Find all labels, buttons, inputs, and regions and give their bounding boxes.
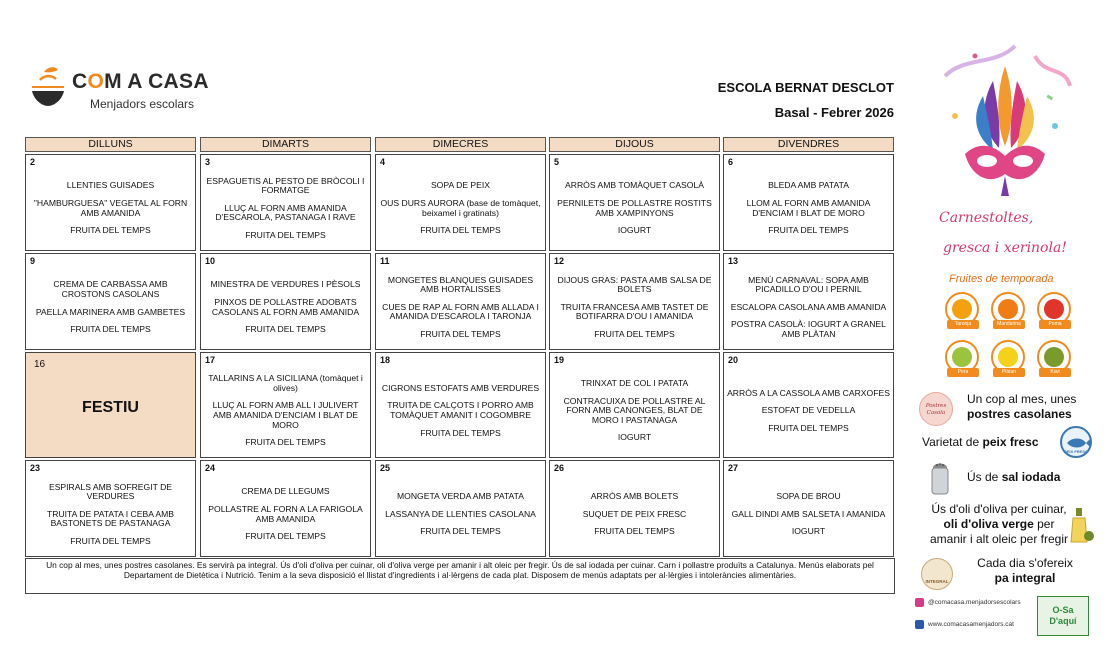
- day-cell: [549, 352, 720, 458]
- day-number: 16: [34, 359, 46, 370]
- fruit-label: Taronja: [947, 320, 979, 329]
- dish: TRUITA FRANCESA AMB TASTET DE BOTIFARRA D'OU I AMANIDA: [560, 301, 709, 322]
- dish: LLUÇ AL FORN AMB ALL I JULIVERT AMB AMANIDA D'ENCIAM I BLAT DE MORO: [212, 400, 359, 430]
- dish: CUES DE RAP AL FORN AMB ALLADA I AMANIDA D'ESCAROLA I TARONJA: [382, 301, 539, 322]
- day-number: 4: [380, 157, 386, 167]
- fresh-fish-bold: peix fresc: [982, 435, 1039, 449]
- dish-list: [29, 171, 192, 246]
- instagram-link[interactable]: [915, 598, 1021, 607]
- day-number: 25: [380, 463, 391, 473]
- olive-oil-text: [919, 502, 1079, 547]
- dish: MONGETA VERDA AMB PATATA: [396, 491, 524, 502]
- day-cell: [549, 460, 720, 557]
- dish: ARRÒS A LA CASSOLA AMB CARXOFES: [727, 387, 890, 398]
- fruit-label: Kiwi: [1039, 368, 1071, 377]
- dish: FRUITA DEL TEMPS: [70, 535, 151, 546]
- instagram-handle: @comacasa.menjadorsescolars: [928, 599, 1021, 607]
- day-cell: [723, 154, 894, 251]
- day-number: 23: [30, 463, 41, 473]
- dish: "HAMBURGUESA" VEGETAL AL FORN AMB AMANIDA: [33, 197, 188, 218]
- fruit-shape: [998, 347, 1018, 367]
- side-panel: [905, 30, 1115, 650]
- day-number: 6: [728, 157, 734, 167]
- dish: MONGETES BLANQUES GUISADES AMB HORTALISSES: [387, 274, 534, 295]
- day-number: 19: [554, 355, 565, 365]
- dish: FRUITA DEL TEMPS: [245, 229, 326, 240]
- dish: ESPIRALS AMB SOFREGIT DE VERDURES: [48, 481, 173, 502]
- fish-icon: [1064, 436, 1092, 450]
- dish-list: [553, 477, 716, 552]
- dish: ESPAGUETIS AL PESTO DE BRÒCOLI I FORMATGE: [206, 175, 365, 196]
- dish: FRUITA DEL TEMPS: [420, 328, 501, 339]
- day-number: 20: [728, 355, 739, 365]
- day-number: 18: [380, 355, 391, 365]
- dish-list: [29, 477, 192, 552]
- fresh-fish-badge-label: PEIX FRESC: [1064, 449, 1088, 454]
- fresh-fish-badge-icon: [1060, 426, 1092, 458]
- day-cell: [723, 460, 894, 557]
- fruit-shape: [952, 299, 972, 319]
- olive-oil-line1: Ús d'oli d'oliva per cuinar,: [931, 502, 1067, 516]
- homemade-dessert-badge-icon: [919, 392, 953, 426]
- dish: FRUITA DEL TEMPS: [245, 324, 326, 335]
- day-header-3: DIJOUS: [549, 137, 720, 152]
- homemade-dessert-text: [967, 392, 1076, 422]
- dish-list: [727, 369, 890, 453]
- dish: PERNILETS DE POLLASTRE ROSTITS AMB XAMPINYONS: [557, 197, 712, 218]
- day-cell: [375, 460, 546, 557]
- dish: FRUITA DEL TEMPS: [245, 531, 326, 542]
- dish: PAELLA MARINERA AMB GAMBETES: [35, 306, 186, 317]
- olive-oil-line2-bold: oli d'oliva verge: [943, 517, 1034, 531]
- day-cell: [200, 460, 371, 557]
- day-cell: [723, 253, 894, 350]
- dish: FRUITA DEL TEMPS: [768, 422, 849, 433]
- day-cell: [25, 352, 196, 458]
- fruit-shape: [998, 299, 1018, 319]
- dish-list: [727, 477, 890, 552]
- dish: IOGURT: [617, 432, 652, 443]
- dish-list: [204, 369, 367, 453]
- day-headers: [25, 137, 895, 153]
- instagram-icon: [915, 598, 924, 607]
- fruit-label: Pera: [947, 368, 979, 377]
- day-number: 24: [205, 463, 216, 473]
- homemade-dessert-badge-label: Postres Casola: [925, 403, 947, 416]
- brand-accent: C: [72, 70, 88, 93]
- day-number: 2: [30, 157, 36, 167]
- wholegrain-bread-line2: pa integral: [994, 571, 1056, 585]
- day-cell: [25, 460, 196, 557]
- dish-list: [553, 270, 716, 345]
- day-header-4: DIVENDRES: [723, 137, 894, 152]
- osa-daqui-logo: [1037, 596, 1089, 636]
- day-cell: [549, 154, 720, 251]
- fruit-badge: [1037, 340, 1073, 384]
- dish: DIJOUS GRAS: PASTA AMB SALSA DE BOLETS: [557, 274, 712, 295]
- dish: CREMA DE LLEGUMS: [241, 486, 330, 497]
- dish-list: [379, 477, 542, 552]
- fruit-label: Poma: [1039, 320, 1071, 329]
- school-name: ESCOLA BERNAT DESCLOT: [717, 80, 894, 95]
- brand-text: OM A CASA: [87, 70, 209, 93]
- day-number: 17: [205, 355, 216, 365]
- day-number: 3: [205, 157, 211, 167]
- dish: MENÚ CARNAVAL: SOPA AMB PICADILLO D'OU I PERNIL: [748, 274, 869, 295]
- dish: ESCALOPA CASOLANA AMB AMANIDA: [730, 301, 887, 312]
- dish: LLOM AL FORN AMB AMANIDA D'ENCIAM I BLAT DE MORO: [746, 197, 871, 218]
- day-number: 12: [554, 256, 565, 266]
- footnote: Un cop al mes, unes postres casolanes. Es servirà pa integral. Ús d'oli d'oliva per cuinar, oli d'oliva verge per amanir i alt oleic per fregir. Ús de sal iodada per cuinar. Carn i pollastre produïts a Catalunya. Menús elaborats pel Departament de Dietètica i Nutrició. Tenim a la seva disposició el llistat d'ingredients i al·lèrgens de cada plat. Disposem de menús adaptats per al·lèrgies i intoleràncies alimentàries.: [25, 558, 895, 594]
- holiday-label: FESTIU: [82, 399, 139, 416]
- dish: POSTRA CASOLÀ: IOGURT A GRANEL AMB PLÀTAN: [731, 319, 886, 339]
- fruit-shape: [1044, 299, 1064, 319]
- seasonal-fruits-title: Fruites de temporada: [949, 273, 1054, 285]
- dish: FRUITA DEL TEMPS: [420, 427, 501, 438]
- dish: POLLASTRE AL FORN A LA FARIGOLA AMB AMANIDA: [208, 503, 363, 524]
- fruit-label: Mandarina: [993, 320, 1025, 329]
- dish: MINESTRA DE VERDURES I PÈSOLS: [210, 279, 361, 290]
- dish-list: [379, 171, 542, 246]
- olive-oil-line2-rest: per: [1033, 517, 1055, 531]
- dish: ARRÒS AMB BOLETS: [590, 491, 679, 502]
- wholegrain-bread-text: [965, 556, 1085, 586]
- fruit-badge: [945, 340, 981, 384]
- wholegrain-bread-line1: Cada dia s'ofereix: [977, 556, 1073, 570]
- dish: TALLARINS A LA SICILIANA (tomàquet i olives): [208, 373, 363, 393]
- homemade-dessert-line1: Un cop al mes, unes: [967, 392, 1077, 406]
- dish-list: [204, 477, 367, 552]
- fresh-fish-text: [922, 435, 1039, 450]
- fruit-shape: [1044, 347, 1064, 367]
- dish: FRUITA DEL TEMPS: [70, 324, 151, 335]
- day-cell: [200, 253, 371, 350]
- dish: FRUITA DEL TEMPS: [420, 225, 501, 236]
- olive-oil-bottle-icon: [1065, 506, 1095, 546]
- wholegrain-bread-badge-label: INTEGRAL: [925, 579, 949, 584]
- dish: CONTRACUIXA DE POLLASTRE AL FORN AMB CANONGES, BLAT DE MORO I PASTANAGA: [563, 395, 706, 425]
- fruit-badge: [991, 340, 1027, 384]
- iodized-salt-bold: sal iodada: [1001, 470, 1061, 484]
- day-cell: [200, 154, 371, 251]
- dish: BLEDA AMB PATATA: [768, 180, 849, 191]
- day-cell: [375, 154, 546, 251]
- dish: ESTOFAT DE VEDELLA: [761, 405, 856, 416]
- carnival-mask-icon: [935, 36, 1075, 226]
- salt-shaker-icon: [929, 460, 951, 496]
- day-number: 5: [554, 157, 560, 167]
- day-cell: [375, 253, 546, 350]
- day-number: 11: [380, 256, 390, 266]
- fruit-label: Plàtan: [993, 368, 1025, 377]
- day-cell: [25, 154, 196, 251]
- dish-list: [379, 369, 542, 453]
- dish-list: [204, 171, 367, 246]
- dish: LASSANYA DE LLENTIES CASOLANA: [385, 508, 536, 519]
- day-cell: [375, 352, 546, 458]
- day-number: 13: [728, 256, 739, 266]
- day-header-1: DIMARTS: [200, 137, 371, 152]
- dish: PINXOS DE POLLASTRE ADOBATS CASOLANS AL FORN AMB AMANIDA: [211, 296, 360, 317]
- iodized-salt-text: [967, 470, 1060, 485]
- day-cell: [723, 352, 894, 458]
- dish: LLENTIES GUISADES: [66, 180, 155, 191]
- dish: FRUITA DEL TEMPS: [594, 328, 675, 339]
- dish: FRUITA DEL TEMPS: [70, 225, 151, 236]
- fresh-fish-prefix: Varietat de: [922, 435, 983, 449]
- dish: CREMA DE CARBASSA AMB CROSTONS CASOLANS: [53, 279, 168, 299]
- day-cell: [25, 253, 196, 350]
- dish-list: [553, 171, 716, 246]
- dish: TRUITA DE PATATA I CEBA AMB BASTONETS DE PASTANAGA: [46, 508, 175, 529]
- brand-name: [72, 70, 209, 94]
- bowl-icon: [26, 66, 70, 112]
- dish-list: [204, 270, 367, 345]
- homemade-dessert-line2: postres casolanes: [967, 407, 1072, 421]
- dish: FRUITA DEL TEMPS: [420, 526, 501, 537]
- day-cell: [200, 352, 371, 458]
- day-number: 10: [205, 256, 216, 266]
- dish: IOGURT: [791, 526, 826, 537]
- dish: SUQUET DE PEIX FRESC: [582, 508, 687, 519]
- carnival-title: Carnestoltes,: [939, 210, 1034, 226]
- dish-list: [727, 270, 890, 345]
- osa-daqui-logo-text: O-Sa D'aquí: [1049, 605, 1077, 626]
- website-icon: [915, 620, 924, 629]
- dish: SOPA DE BROU: [776, 491, 841, 502]
- dish-list: [29, 270, 192, 345]
- brand-logo: [26, 66, 226, 116]
- dish: CIGRONS ESTOFATS AMB VERDURES: [381, 382, 540, 393]
- dish-list: [727, 171, 890, 246]
- wholegrain-bread-badge-icon: [921, 558, 953, 590]
- day-number: 26: [554, 463, 565, 473]
- day-header-2: DIMECRES: [375, 137, 546, 152]
- day-header-0: DILLUNS: [25, 137, 196, 152]
- dish: FRUITA DEL TEMPS: [245, 437, 326, 448]
- website-url: www.comacasamenjadors.cat: [928, 621, 1014, 629]
- website-link[interactable]: [915, 620, 1014, 629]
- dish: TRINXAT DE COL I PATATA: [580, 378, 689, 389]
- carnival-subtitle: gresca i xerinola!: [943, 240, 1067, 256]
- dish-list: [553, 369, 716, 453]
- dish: TRUITA DE CALÇOTS I PORRO AMB TOMÀQUET AMANIT I COGOMBRE: [387, 400, 534, 420]
- fruit-shape: [952, 347, 972, 367]
- dish: FRUITA DEL TEMPS: [768, 225, 849, 236]
- day-cell: [549, 253, 720, 350]
- menu-period: Basal - Febrer 2026: [774, 105, 894, 120]
- iodized-salt-prefix: Ús de: [967, 470, 1002, 484]
- olive-oil-line3: amanir i alt oleic per fregir: [929, 532, 1069, 546]
- fruit-badge: [945, 292, 981, 336]
- dish: OUS DURS AURORA (base de tomàquet, beixamel i gratinats): [380, 197, 541, 218]
- dish: IOGURT: [617, 225, 652, 236]
- dish: FRUITA DEL TEMPS: [594, 526, 675, 537]
- fruit-badge: [1037, 292, 1073, 336]
- fruit-badge: [991, 292, 1027, 336]
- brand-subtitle: Menjadors escolars: [90, 97, 195, 111]
- dish: ARRÒS AMB TOMÀQUET CASOLÀ: [565, 180, 704, 191]
- dish: GALL DINDI AMB SALSETA I AMANIDA: [731, 508, 886, 519]
- day-number: 27: [728, 463, 739, 473]
- dish: SOPA DE PEIX: [430, 180, 491, 191]
- dish-list: [379, 270, 542, 345]
- day-number: 9: [30, 256, 36, 266]
- dish: LLUÇ AL FORN AMB AMANIDA D'ESCAROLA, PASTANAGA I RAVE: [215, 202, 356, 223]
